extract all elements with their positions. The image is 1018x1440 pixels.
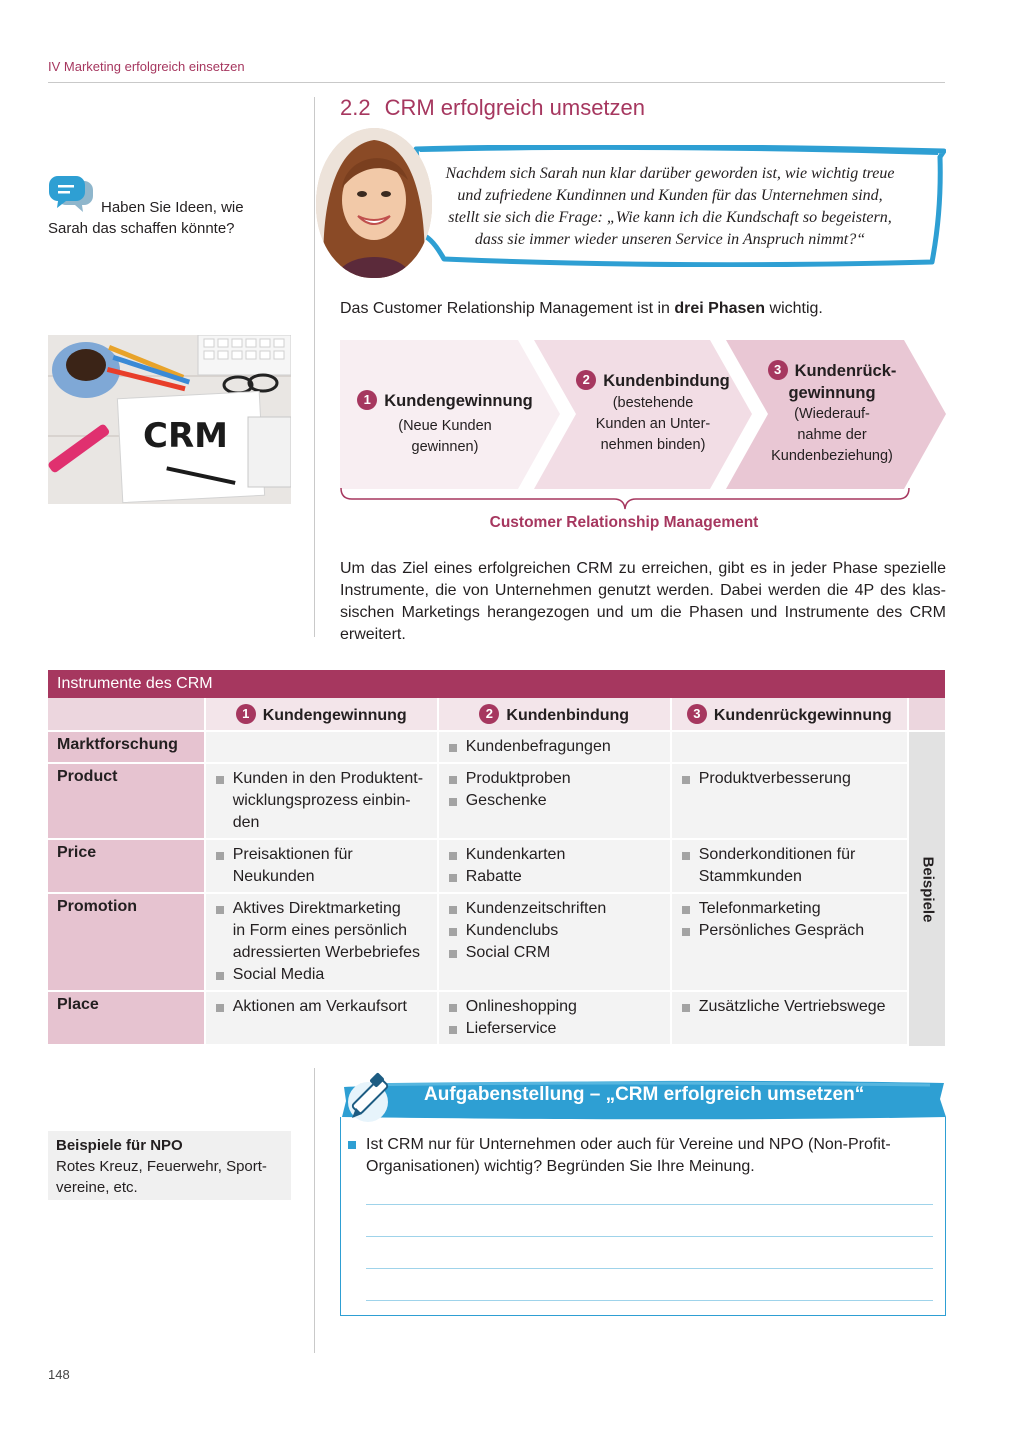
side-label-text: Beispiele [919,856,937,922]
bullet-item: Kunden in den Produktent- wicklungsprozess einbin- den [214,768,429,834]
crm-photo-illustration [48,335,291,504]
phase-2 [570,370,736,456]
npo-title: Beispiele für NPO [56,1137,183,1154]
quote-line: dass sie immer wieder unseren Service in Anspruch nimmt?“ [474,231,866,248]
section-heading [340,95,645,121]
task-bullet [348,1141,356,1149]
table-cell [437,992,670,1046]
bullet-list [214,996,429,1018]
crm-photo [48,335,291,504]
bullet-item: Lieferservice [447,1018,662,1040]
bullet-list [447,736,662,758]
row-label: Price [48,840,204,894]
column-number: 3 [687,704,707,724]
row-label: Product [48,764,204,840]
answer-line[interactable] [366,1236,933,1237]
table-cell [670,992,907,1046]
task-line: Organisationen) wichtig? Begründen Sie Ihre Meinung. [366,1158,755,1175]
answer-line[interactable] [366,1268,933,1269]
table-cell [204,764,437,840]
body-paragraph [340,558,946,646]
quote-line: und zufriedene Kundinnen und Kunden für das Unternehmen sind, [457,187,883,204]
running-header [48,58,945,83]
portrait-photo [316,128,432,278]
column-header [437,698,670,732]
bullet-item: Social Media [214,964,429,986]
column-label: Kundengewinnung [262,707,407,724]
intro-text: Das Customer Relationship Management ist in [340,300,675,317]
bullet-item: Geschenke [447,790,662,812]
phase-3 [762,360,902,467]
intro-text-end: wichtig. [765,300,823,317]
table-cell [204,732,437,764]
phase-desc: Kundenbeziehung) [771,448,893,464]
side-header [907,698,945,732]
question-line-1: Haben Sie Ideen, wie [101,199,244,216]
answer-line[interactable] [366,1300,933,1301]
section-number: 2.2 [340,95,371,120]
table-cell [204,894,437,992]
table-cell [670,840,907,894]
task-line: Ist CRM nur für Unternehmen oder auch für Vereine und NPO (Non-Profit- [366,1136,891,1153]
table-row [48,992,945,1046]
margin-question [48,175,278,239]
bullet-list [214,844,429,888]
bullet-list [680,996,899,1018]
bullet-item: Social CRM [447,942,662,964]
table-row [48,764,945,840]
table-cell [670,894,907,992]
phase-desc: (Neue Kunden [398,418,492,434]
table-cell [437,840,670,894]
crm-label: Customer Relationship Management [489,514,759,531]
phase-number: 1 [357,390,377,410]
bullet-item: Persönliches Gespräch [680,920,899,942]
row-label: Promotion [48,894,204,992]
bullet-list [447,768,662,812]
column-label: Kundenbindung [506,707,630,724]
column-number: 2 [479,704,499,724]
running-title: IV Marketing erfolgreich einsetzen [48,59,245,74]
npo-text-line: Rotes Kreuz, Feuerwehr, Sport- [56,1158,267,1175]
paragraph-line: Instrumente, die von Unternehmen genutzt werden. Dabei werden die 4P des klas- [340,582,946,599]
task-title: Aufgabenstellung – „CRM erfolgreich umsetzen“ [424,1084,865,1105]
bullet-item: Kundenbefragungen [447,736,662,758]
bullet-item: Kundenzeitschriften [447,898,662,920]
column-divider-top [314,97,315,637]
phase-1 [350,390,540,458]
paragraph-line: erweitert. [340,626,406,643]
column-label: Kundenrückgewinnung [713,707,892,724]
bullet-item: Telefonmarketing [680,898,899,920]
column-number: 1 [236,704,256,724]
bullet-item: Preisaktionen für Neukunden [214,844,429,888]
phase-title: Kundenbindung [603,372,730,390]
table-row [48,732,945,764]
table-corner [48,698,204,732]
phase-desc: gewinnen) [411,439,479,455]
bullet-list [447,844,662,888]
table-row [48,894,945,992]
phase-title: Kundengewinnung [384,392,533,410]
table-cell [204,840,437,894]
section-title: CRM erfolgreich umsetzen [384,95,646,120]
task-question [366,1134,936,1178]
speech-bubble-icon [48,175,94,213]
intro-bold: drei Phasen [674,300,766,317]
bullet-item: Produktproben [447,768,662,790]
intro-quote [420,163,920,251]
table-cell [437,764,670,840]
column-header [204,698,437,732]
answer-line[interactable] [366,1204,933,1205]
quote-line: Nachdem sich Sarah nun klar darüber geworden ist, wie wichtig treue [445,165,895,182]
phase-title: Kundenrück- [794,362,897,380]
table-cell [670,764,907,840]
page-number: 148 [48,1367,70,1382]
table-cell [670,732,907,764]
phase-desc: (bestehende [612,395,694,411]
bullet-item: Sonderkonditionen für Stammkunden [680,844,899,888]
npo-text-line: vereine, etc. [56,1179,138,1196]
table-cell [204,992,437,1046]
phase-desc: nahme der [797,427,867,443]
bullet-list [447,996,662,1040]
bullet-item: Aktives Direktmarketing in Form eines persönlich adressierten Werbebriefes [214,898,429,964]
bullet-list [680,768,899,790]
photo-text: CRM [143,416,228,456]
paragraph-line: sischen Marketings herangezogen und um die Phasen und Instrumente des CRM [340,604,946,621]
phase-number: 2 [576,370,596,390]
phase-number: 3 [768,360,788,380]
bullet-item: Produktverbesserung [680,768,899,790]
bullet-item: Kundenkarten [447,844,662,866]
phase-desc: Kunden an Unter- [595,416,711,432]
bullet-item: Aktionen am Verkaufsort [214,996,429,1018]
examples-side-label [907,732,945,1046]
crm-instruments-table [48,670,945,1046]
bullet-item: Onlineshopping [447,996,662,1018]
table-cell [437,732,670,764]
table-title: Instrumente des CRM [48,670,945,698]
bullet-item: Zusätzliche Vertriebswege [680,996,899,1018]
column-header [670,698,907,732]
bullet-list [214,768,429,834]
column-divider-bottom [314,1068,315,1353]
npo-examples-box [48,1131,291,1200]
bullet-list [680,844,899,888]
bullet-item: Rabatte [447,866,662,888]
paragraph-line: Um das Ziel eines erfolgreichen CRM zu erreichen, gibt es in jeder Phase spezielle [340,560,946,577]
row-label: Marktforschung [48,732,204,764]
table-row [48,840,945,894]
bullet-list [447,898,662,964]
bullet-item: Kundenclubs [447,920,662,942]
question-line-2: Sarah das schaffen könnte? [48,220,235,237]
quote-line: stellt sie sich die Frage: „Wie kann ich die Kundschaft so begeistern, [448,209,892,226]
phase-title-2: gewinnung [788,384,876,402]
phase-desc: (Wiederauf- [794,406,870,422]
intro-sentence [340,298,823,320]
row-label: Place [48,992,204,1046]
bullet-list [680,898,899,942]
bullet-list [214,898,429,986]
grouping-brace [340,487,910,511]
phase-desc: nehmen binden) [600,437,706,453]
table-cell [437,894,670,992]
